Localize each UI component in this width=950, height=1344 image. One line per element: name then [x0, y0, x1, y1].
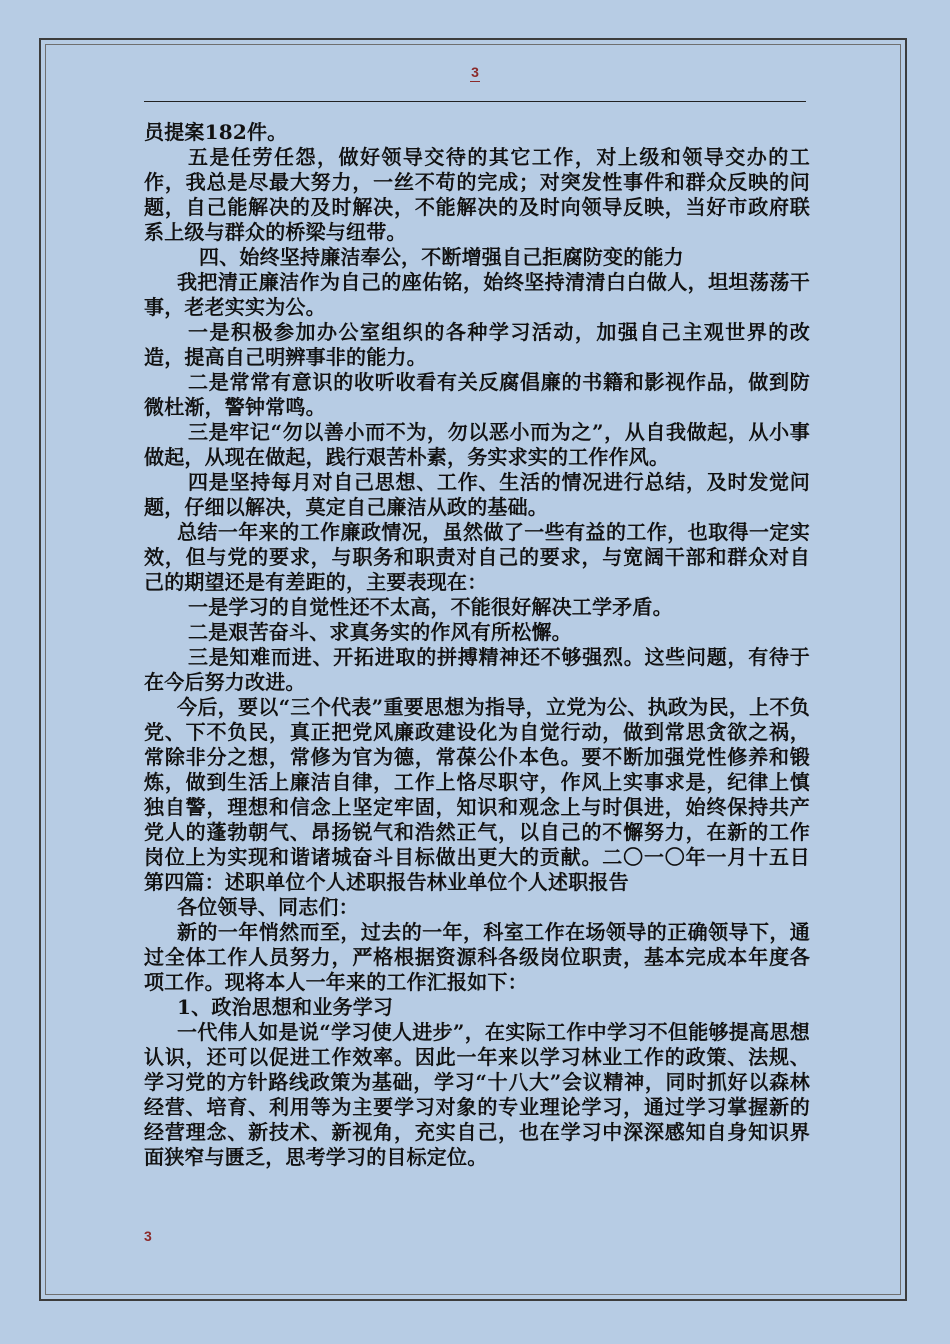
paragraph: 我把清正廉洁作为自己的座佑铭，始终坚持清清白白做人，坦坦荡荡干事，老老实实为公。: [144, 270, 810, 319]
paragraph: 总结一年来的工作廉政情况，虽然做了一些有益的工作，也取得一定实效，但与党的要求，与职务和职责对自己的要求，与宽阔干部和群众对自己的期望还是有差距的，主要表现在：: [144, 520, 810, 594]
paragraph: 三是牢记“勿以善小而不为，勿以恶小而为之”，从自我做起，从小事做起，从现在做起，践行艰苦朴素，务实求实的工作作风。: [144, 420, 810, 469]
paragraph: 一是学习的自觉性还不太高，不能很好解决工学矛盾。: [188, 595, 673, 619]
paragraph: 今后，要以“三个代表”重要思想为指导，立党为公、执政为民，上不负党、下不负民，真正把党风廉政建设化为自觉行动，做到常思贪欲之祸，常除非分之想，常修为官为德，常葆公仆本色。要不断加强党性修养和锻炼，做到生活上廉洁自律，工作上恪尽职守，作风上实事求是，纪律上慎独自警，理想和信念上坚定牢固，知识和观念上与时俱进，始终保持共产党人的蓬勃朝气、昂扬锐气和浩然正气，以自己的不懈努力，在新的工作岗位上为实现和谐诸城奋斗目标做出更大的贡献。二〇一〇年一月十五日第四篇：述职单位个人述职报告林业单位个人述职报告: [144, 695, 810, 894]
document-body: [144, 120, 810, 1170]
section-heading: 1、政治思想和业务学习: [177, 995, 394, 1019]
paragraph: 三是知难而进、开拓进取的拼搏精神还不够强烈。这些问题，有待于在今后努力改进。: [144, 645, 810, 694]
paragraph: 一代伟人如是说“学习使人进步”，在实际工作中学习不但能够提高思想认识，还可以促进工作效率。因此一年来以学习林业工作的政策、法规、学习党的方针路线政策为基础，学习“十八大”会议精神，同时抓好以森林经营、培育、利用等为主要学习对象的专业理论学习，通过学习掌握新的经营理念、新技术、新视角，充实自己，也在学习中深深感知自身知识界面狭窄与匮乏，思考学习的目标定位。: [144, 1020, 810, 1169]
paragraph: 四是坚持每月对自己思想、工作、生活的情况进行总结，及时发觉问题，仔细以解决，莫定自己廉洁从政的基础。: [144, 470, 810, 519]
paragraph: 一是积极参加办公室组织的各种学习活动，加强自己主观世界的改造，提高自己明辨事非的能力。: [144, 320, 810, 369]
paragraph: 员提案182件。: [144, 120, 288, 144]
paragraph: 新的一年悄然而至，过去的一年，科室工作在场领导的正确领导下，通过全体工作人员努力，严格根据资源科各级岗位职责，基本完成本年度各项工作。现将本人一年来的工作汇报如下：: [144, 920, 810, 994]
footer-page-number: 3: [144, 1228, 152, 1244]
paragraph: 二是常常有意识的收听收看有关反腐倡廉的书籍和影视作品，做到防微杜渐，警钟常鸣。: [144, 370, 810, 419]
paragraph: 二是艰苦奋斗、求真务实的作风有所松懈。: [188, 620, 572, 644]
header-page-number-text: 3: [471, 64, 479, 80]
paragraph: 五是任劳任怨，做好领导交待的其它工作，对上级和领导交办的工作，我总是尽最大努力，一丝不苟的完成；对突发性事件和群众反映的问题，自己能解决的及时解决，不能解决的及时向领导反映，当好市政府联系上级与群众的桥梁与纽带。: [144, 145, 810, 244]
section-heading: 四、始终坚持廉洁奉公，不断增强自己拒腐防变的能力: [199, 245, 684, 269]
salutation: 各位领导、同志们：: [177, 895, 359, 919]
header-page-number: [0, 64, 950, 80]
header-rule: [144, 101, 806, 102]
